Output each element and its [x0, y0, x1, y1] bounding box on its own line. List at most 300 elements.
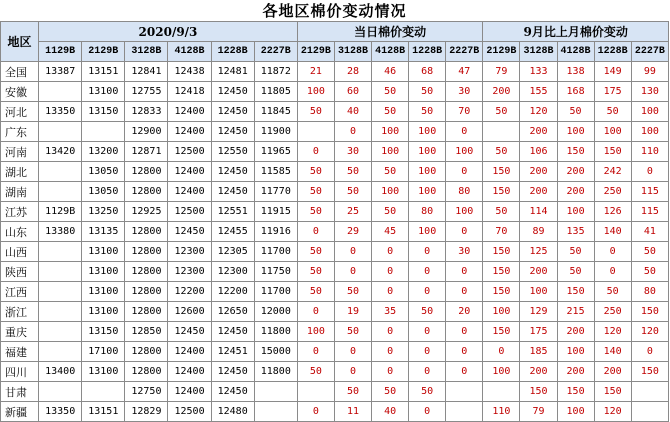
price-cell [39, 262, 82, 282]
price-cell: 12450 [211, 182, 254, 202]
daily-change-cell: 28 [334, 62, 371, 82]
region-cell: 河南 [1, 142, 39, 162]
monthly-change-cell: 120 [520, 102, 557, 122]
monthly-col-header: 3128B [520, 42, 557, 62]
price-cell: 12800 [125, 282, 168, 302]
monthly-change-cell: 100 [483, 362, 520, 382]
region-cell: 湖北 [1, 162, 39, 182]
monthly-change-cell: 100 [631, 122, 668, 142]
price-cell: 12400 [168, 162, 211, 182]
price-cell: 12200 [168, 282, 211, 302]
daily-change-cell: 20 [446, 302, 483, 322]
date-group-header: 2020/9/3 [39, 22, 298, 42]
price-cell: 12418 [168, 82, 211, 102]
daily-change-group-header: 当日棉价变动 [297, 22, 482, 42]
monthly-col-header: 2227B [631, 42, 668, 62]
price-cell: 12800 [125, 342, 168, 362]
monthly-change-cell: 100 [557, 342, 594, 362]
daily-change-cell: 0 [372, 242, 409, 262]
monthly-change-cell [631, 402, 668, 422]
daily-change-cell: 50 [372, 102, 409, 122]
monthly-change-cell: 126 [594, 202, 631, 222]
price-cell: 12450 [211, 162, 254, 182]
monthly-change-cell [631, 382, 668, 402]
daily-change-cell: 100 [409, 122, 446, 142]
monthly-change-cell: 100 [483, 302, 520, 322]
daily-change-cell: 0 [334, 242, 371, 262]
monthly-change-cell: 99 [631, 62, 668, 82]
region-cell: 陕西 [1, 262, 39, 282]
monthly-change-cell: 50 [557, 242, 594, 262]
daily-change-cell: 100 [409, 142, 446, 162]
monthly-change-cell: 150 [483, 162, 520, 182]
price-cell: 12500 [168, 402, 211, 422]
daily-col-header: 4128B [372, 42, 409, 62]
monthly-change-group-header: 9月比上月棉价变动 [483, 22, 669, 42]
monthly-change-cell: 100 [557, 202, 594, 222]
daily-change-cell: 40 [334, 102, 371, 122]
daily-change-cell: 19 [334, 302, 371, 322]
monthly-change-cell: 130 [631, 82, 668, 102]
price-cell: 11872 [254, 62, 297, 82]
price-cell [39, 282, 82, 302]
monthly-change-cell: 200 [557, 322, 594, 342]
price-cell: 12900 [125, 122, 168, 142]
daily-change-cell: 35 [372, 302, 409, 322]
monthly-change-cell: 150 [557, 382, 594, 402]
daily-change-cell: 0 [372, 262, 409, 282]
region-cell: 甘肃 [1, 382, 39, 402]
daily-change-cell: 0 [446, 222, 483, 242]
price-cell: 13387 [39, 62, 82, 82]
monthly-change-cell: 0 [483, 342, 520, 362]
monthly-change-cell: 200 [557, 362, 594, 382]
monthly-change-cell: 100 [557, 402, 594, 422]
monthly-change-cell: 100 [594, 122, 631, 142]
monthly-change-cell: 115 [631, 202, 668, 222]
price-cell: 12400 [168, 342, 211, 362]
daily-change-cell: 29 [334, 222, 371, 242]
daily-change-cell: 45 [372, 222, 409, 242]
price-cell: 13350 [39, 402, 82, 422]
price-cell: 13100 [82, 302, 125, 322]
price-cell: 11900 [254, 122, 297, 142]
monthly-change-cell: 155 [520, 82, 557, 102]
monthly-change-cell: 50 [483, 202, 520, 222]
daily-change-cell: 50 [409, 102, 446, 122]
monthly-change-cell: 0 [594, 242, 631, 262]
monthly-change-cell: 41 [631, 222, 668, 242]
monthly-col-header: 2129B [483, 42, 520, 62]
daily-change-cell: 50 [297, 182, 334, 202]
price-cell: 13135 [82, 222, 125, 242]
price-cell: 12550 [211, 142, 254, 162]
price-cell: 13150 [82, 102, 125, 122]
price-cell [39, 342, 82, 362]
daily-change-cell [446, 382, 483, 402]
monthly-change-cell: 110 [483, 402, 520, 422]
daily-change-cell: 0 [409, 342, 446, 362]
daily-change-cell: 50 [334, 382, 371, 402]
table-row [1, 142, 669, 162]
price-cell: 12450 [211, 322, 254, 342]
region-cell: 福建 [1, 342, 39, 362]
price-cell: 12450 [211, 82, 254, 102]
price-cell: 12800 [125, 302, 168, 322]
price-cell: 12650 [211, 302, 254, 322]
price-col-header: 4128B [168, 42, 211, 62]
monthly-change-cell: 200 [520, 122, 557, 142]
price-cell: 13380 [39, 222, 82, 242]
daily-change-cell: 0 [297, 302, 334, 322]
monthly-change-cell: 0 [631, 162, 668, 182]
price-cell: 13100 [82, 362, 125, 382]
daily-change-cell: 100 [297, 322, 334, 342]
price-col-header: 2129B [82, 42, 125, 62]
daily-change-cell: 30 [446, 242, 483, 262]
daily-change-cell: 50 [297, 282, 334, 302]
price-cell: 13050 [82, 182, 125, 202]
monthly-change-cell: 185 [520, 342, 557, 362]
daily-change-cell: 11 [334, 402, 371, 422]
monthly-change-cell: 50 [631, 262, 668, 282]
price-cell: 13400 [39, 362, 82, 382]
monthly-change-cell: 110 [631, 142, 668, 162]
table-row [1, 82, 669, 102]
daily-change-cell: 0 [372, 282, 409, 302]
price-cell: 12300 [211, 262, 254, 282]
daily-change-cell: 0 [372, 362, 409, 382]
monthly-change-cell: 150 [483, 242, 520, 262]
daily-col-header: 1228B [409, 42, 446, 62]
daily-change-cell: 50 [297, 102, 334, 122]
price-cell: 12400 [168, 182, 211, 202]
price-cell: 15000 [254, 342, 297, 362]
monthly-change-cell: 150 [483, 282, 520, 302]
daily-change-cell: 50 [297, 362, 334, 382]
monthly-change-cell: 114 [520, 202, 557, 222]
area-header: 地区 [1, 22, 39, 62]
daily-change-cell: 0 [409, 282, 446, 302]
daily-change-cell: 47 [446, 62, 483, 82]
price-cell: 11805 [254, 82, 297, 102]
price-cell [39, 162, 82, 182]
monthly-change-cell: 150 [483, 322, 520, 342]
table-row [1, 402, 669, 422]
daily-change-cell: 50 [297, 262, 334, 282]
daily-change-cell: 0 [409, 402, 446, 422]
table-row [1, 102, 669, 122]
monthly-col-header: 4128B [557, 42, 594, 62]
price-cell: 12450 [168, 222, 211, 242]
region-cell: 四川 [1, 362, 39, 382]
daily-change-cell: 50 [409, 302, 446, 322]
region-cell: 浙江 [1, 302, 39, 322]
price-cell [254, 402, 297, 422]
monthly-change-cell: 150 [520, 382, 557, 402]
daily-change-cell: 68 [409, 62, 446, 82]
monthly-change-cell: 150 [594, 382, 631, 402]
monthly-change-cell: 250 [594, 182, 631, 202]
price-cell: 11700 [254, 282, 297, 302]
price-cell: 12800 [125, 182, 168, 202]
monthly-change-cell: 200 [520, 362, 557, 382]
daily-col-header: 2227B [446, 42, 483, 62]
price-cell: 13100 [82, 262, 125, 282]
price-cell [39, 382, 82, 402]
monthly-change-cell: 100 [557, 122, 594, 142]
daily-change-cell: 0 [334, 362, 371, 382]
price-cell: 12800 [125, 222, 168, 242]
monthly-change-cell: 250 [594, 302, 631, 322]
daily-change-cell: 50 [297, 162, 334, 182]
price-col-header: 1228B [211, 42, 254, 62]
price-cell: 11915 [254, 202, 297, 222]
price-cell: 11750 [254, 262, 297, 282]
price-cell: 12400 [168, 102, 211, 122]
daily-change-cell: 25 [334, 202, 371, 222]
daily-change-cell: 50 [297, 242, 334, 262]
monthly-change-cell: 200 [557, 162, 594, 182]
price-cell: 1129B [39, 202, 82, 222]
price-cell: 12551 [211, 202, 254, 222]
price-cell: 12451 [211, 342, 254, 362]
region-cell: 重庆 [1, 322, 39, 342]
monthly-change-cell: 150 [631, 362, 668, 382]
price-cell: 12800 [125, 262, 168, 282]
price-cell [39, 322, 82, 342]
daily-change-cell: 40 [372, 402, 409, 422]
price-cell: 11845 [254, 102, 297, 122]
price-cell: 13050 [82, 162, 125, 182]
daily-change-cell: 100 [446, 202, 483, 222]
price-cell: 13350 [39, 102, 82, 122]
monthly-change-cell: 150 [594, 142, 631, 162]
monthly-change-cell: 79 [520, 402, 557, 422]
table-row [1, 382, 669, 402]
price-cell: 11916 [254, 222, 297, 242]
table-row [1, 242, 669, 262]
region-cell: 山东 [1, 222, 39, 242]
daily-col-header: 2129B [297, 42, 334, 62]
daily-change-cell: 100 [409, 182, 446, 202]
monthly-change-cell: 135 [557, 222, 594, 242]
price-cell: 12450 [168, 322, 211, 342]
region-cell: 江苏 [1, 202, 39, 222]
monthly-change-cell: 149 [594, 62, 631, 82]
price-cell: 12450 [211, 122, 254, 142]
daily-change-cell: 50 [334, 162, 371, 182]
price-cell: 12481 [211, 62, 254, 82]
monthly-change-cell: 106 [520, 142, 557, 162]
monthly-change-cell: 200 [594, 362, 631, 382]
monthly-change-cell: 200 [520, 262, 557, 282]
price-cell [39, 182, 82, 202]
monthly-change-cell: 0 [594, 262, 631, 282]
monthly-change-cell: 50 [483, 142, 520, 162]
price-cell: 12400 [168, 382, 211, 402]
price-cell [254, 382, 297, 402]
price-cell: 12455 [211, 222, 254, 242]
monthly-change-cell: 50 [594, 102, 631, 122]
daily-change-cell: 100 [372, 122, 409, 142]
price-cell: 13250 [82, 202, 125, 222]
price-cell: 12829 [125, 402, 168, 422]
daily-change-cell: 50 [334, 182, 371, 202]
daily-change-cell: 30 [334, 142, 371, 162]
price-cell: 12800 [125, 362, 168, 382]
price-cell: 12450 [211, 102, 254, 122]
price-cell: 11800 [254, 322, 297, 342]
table-row [1, 282, 669, 302]
price-cell: 12305 [211, 242, 254, 262]
daily-change-cell: 0 [297, 342, 334, 362]
monthly-change-cell: 50 [557, 262, 594, 282]
monthly-change-cell: 100 [520, 282, 557, 302]
column-header-row [1, 42, 669, 62]
price-cell: 12500 [168, 142, 211, 162]
monthly-change-cell: 138 [557, 62, 594, 82]
monthly-change-cell: 120 [594, 402, 631, 422]
price-cell: 12925 [125, 202, 168, 222]
daily-change-cell: 60 [334, 82, 371, 102]
daily-change-cell: 0 [409, 362, 446, 382]
price-cell: 12750 [125, 382, 168, 402]
daily-change-cell: 0 [297, 402, 334, 422]
monthly-change-cell: 50 [594, 282, 631, 302]
monthly-change-cell: 215 [557, 302, 594, 322]
daily-change-cell: 0 [446, 322, 483, 342]
region-cell: 湖南 [1, 182, 39, 202]
monthly-change-cell: 242 [594, 162, 631, 182]
daily-change-cell: 0 [446, 122, 483, 142]
price-cell: 13100 [82, 242, 125, 262]
daily-change-cell: 0 [334, 262, 371, 282]
price-col-header: 2227B [254, 42, 297, 62]
daily-change-cell: 0 [372, 342, 409, 362]
daily-change-cell: 0 [409, 242, 446, 262]
monthly-change-cell: 150 [631, 302, 668, 322]
price-cell: 12400 [168, 362, 211, 382]
daily-change-cell: 0 [446, 262, 483, 282]
monthly-change-cell: 168 [557, 82, 594, 102]
price-cell [82, 382, 125, 402]
monthly-change-cell: 200 [520, 162, 557, 182]
daily-change-cell: 100 [372, 142, 409, 162]
daily-change-cell: 0 [297, 142, 334, 162]
price-cell: 12850 [125, 322, 168, 342]
monthly-change-cell: 150 [483, 262, 520, 282]
table-row [1, 322, 669, 342]
daily-change-cell: 0 [334, 342, 371, 362]
region-cell: 山西 [1, 242, 39, 262]
monthly-change-cell: 0 [631, 342, 668, 362]
price-cell: 13100 [82, 82, 125, 102]
price-cell [39, 302, 82, 322]
table-row [1, 202, 669, 222]
price-cell: 12300 [168, 242, 211, 262]
price-cell [39, 242, 82, 262]
daily-change-cell: 50 [372, 162, 409, 182]
daily-change-cell: 0 [297, 222, 334, 242]
daily-change-cell: 100 [297, 82, 334, 102]
table-row [1, 62, 669, 82]
price-cell: 12450 [211, 362, 254, 382]
monthly-change-cell: 175 [520, 322, 557, 342]
price-cell: 13151 [82, 402, 125, 422]
monthly-change-cell: 80 [631, 282, 668, 302]
region-cell: 河北 [1, 102, 39, 122]
monthly-change-cell: 50 [483, 102, 520, 122]
price-cell: 12450 [211, 382, 254, 402]
daily-change-cell: 80 [409, 202, 446, 222]
monthly-change-cell: 125 [520, 242, 557, 262]
price-cell: 12400 [168, 122, 211, 142]
daily-change-cell: 50 [372, 382, 409, 402]
daily-change-cell: 100 [372, 182, 409, 202]
daily-change-cell: 100 [446, 142, 483, 162]
daily-change-cell: 0 [334, 122, 371, 142]
daily-change-cell: 50 [372, 82, 409, 102]
region-cell: 安徽 [1, 82, 39, 102]
monthly-change-cell: 150 [557, 282, 594, 302]
price-cell: 11965 [254, 142, 297, 162]
price-cell: 12800 [125, 162, 168, 182]
monthly-change-cell: 200 [557, 182, 594, 202]
daily-change-cell: 50 [334, 322, 371, 342]
daily-change-cell [297, 122, 334, 142]
table-row [1, 222, 669, 242]
price-cell: 17100 [82, 342, 125, 362]
monthly-change-cell: 70 [483, 222, 520, 242]
price-cell: 13420 [39, 142, 82, 162]
price-cell: 11800 [254, 362, 297, 382]
price-cell [39, 122, 82, 142]
monthly-change-cell: 100 [631, 102, 668, 122]
monthly-change-cell [483, 382, 520, 402]
price-cell [39, 82, 82, 102]
monthly-change-cell: 120 [594, 322, 631, 342]
daily-change-cell: 46 [372, 62, 409, 82]
table-row [1, 342, 669, 362]
daily-change-cell: 50 [334, 282, 371, 302]
table-row [1, 362, 669, 382]
daily-change-cell: 100 [409, 222, 446, 242]
monthly-change-cell: 140 [594, 222, 631, 242]
daily-change-cell: 0 [446, 342, 483, 362]
daily-change-cell: 70 [446, 102, 483, 122]
daily-change-cell: 50 [297, 202, 334, 222]
daily-change-cell: 100 [409, 162, 446, 182]
monthly-change-cell: 115 [631, 182, 668, 202]
price-cell: 12500 [168, 202, 211, 222]
price-cell: 13200 [82, 142, 125, 162]
daily-change-cell: 0 [446, 282, 483, 302]
table-row [1, 262, 669, 282]
price-cell: 12600 [168, 302, 211, 322]
monthly-change-cell: 79 [483, 62, 520, 82]
region-cell: 江西 [1, 282, 39, 302]
monthly-change-cell: 50 [631, 242, 668, 262]
monthly-change-cell: 129 [520, 302, 557, 322]
price-col-header: 1129B [39, 42, 82, 62]
price-cell: 12300 [168, 262, 211, 282]
monthly-col-header: 1228B [594, 42, 631, 62]
price-cell: 12200 [211, 282, 254, 302]
price-cell: 12000 [254, 302, 297, 322]
price-cell: 12438 [168, 62, 211, 82]
daily-change-cell [297, 382, 334, 402]
